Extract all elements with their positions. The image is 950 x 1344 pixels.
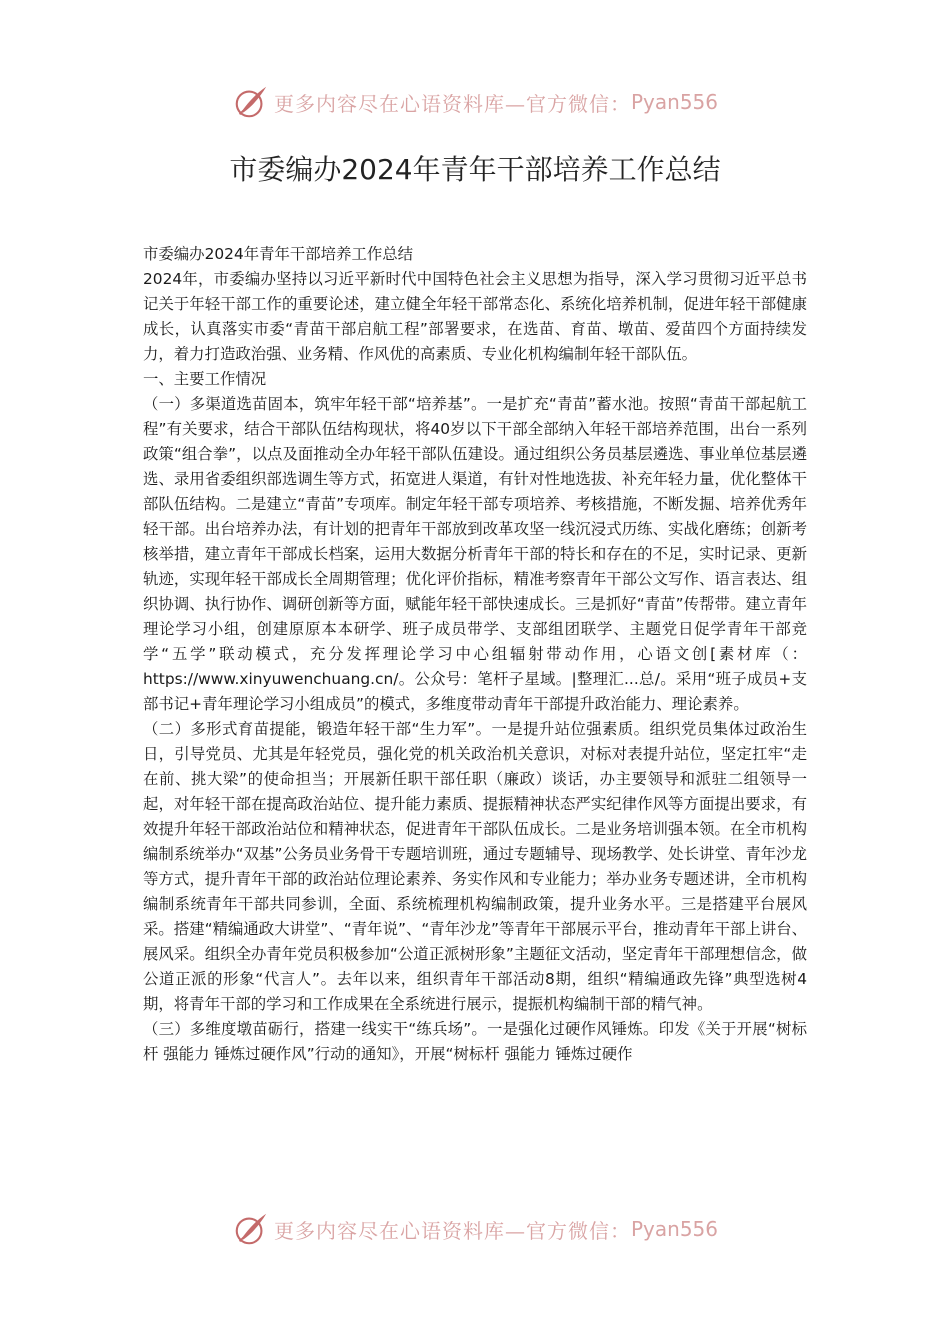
header-watermark-banner — [0, 82, 950, 122]
footer-watermark-banner — [0, 1209, 950, 1249]
watermark-text: 更多内容尽在心语资料库—官方微信： — [273, 91, 631, 116]
paragraph-section-2: （二）多形式育苗提能，锻造年轻干部“生力军”。一是提升站位强素质。组织党员集体过政治生日，引导党员、尤其是年轻党员，强化党的机关政治机关意识，对标对表提升站位，坚定扛牢“走在前、挑大梁”的使命担当；开展新任职干部任职（廉政）谈话，办主要领导和派驻二组领导一起，对年轻干部在提高政治站位、提升能力素质、提振精神状态严实纪律作风等方面提出要求，有效提升年轻干部政治站位和精神状态，促进青年干部队伍成长。二是业务培训强本领。在全市机构编制系统举办“双基”公务员业务骨干专题培训班，通过专题辅导、现场教学、处长讲堂、青年沙龙等方式，提升青年干部的政治站位理论素养、务实作风和专业能力；举办业务专题述讲，全市机构编制系统青年干部共同参训，全面、系统梳理机构编制政策，提升业务水平。三是搭建平台展风采。搭建“精编通政大讲堂”、“青年说”、“青年沙龙”等青年干部展示平台，推动青年干部上讲台、展风采。组织全办青年党员积极参加“公道正派树形象”主题征文活动，坚定青年干部理想信念，做公道正派的形象“代言人”。去年以来，组织青年干部活动8期，组织“精编通政先锋”典型选树4期，将青年干部的学习和工作成果在全系统进行展示，提振机构编制干部的精气神。 — [143, 720, 807, 1013]
quill-pen-icon — [232, 1210, 270, 1248]
document-title: 市委编办2024年青年干部培养工作总结 — [229, 153, 721, 186]
watermark-text: 更多内容尽在心语资料库—官方微信： — [273, 1218, 631, 1243]
paragraph-section-1: （一）多渠道选苗固本，筑牢年轻干部“培养基”。一是扩充“青苗”蓄水池。按照“青苗干部起航工程”有关要求，结合干部队伍结构现状，将40岁以下干部全部纳入年轻干部培养范围，出台一系列政策“组合拳”，以点及面推动全办年轻干部队伍建设。通过组织公务员基层遴选、事业单位基层遴选、录用省委组织部选调生等方式，拓宽进人渠道，有针对性地选拔、补充年轻力量，优化整体干部队伍结构。二是建立“青苗”专项库。制定年轻干部专项培养、考核措施，不断发掘、培养优秀年轻干部。出台培养办法，有计划的把青年干部放到改革攻坚一线沉浸式历练、实战化磨练；创新考核举措，建立青年干部成长档案，运用大数据分析青年干部的特长和存在的不足，实时记录、更新轨迹，实现年轻干部成长全周期管理；优化评价指标，精准考察青年干部公文写作、语言表达、组织协调、执行协作、调研创新等方面，赋能年轻干部快速成长。三是抓好“青苗”传帮带。建立青年理论学习小组，创建原原本本研学、班子成员带学、支部组团联学、主题党日促学青年干部竞学“五学”联动模式，充分发挥理论学习中心组辐射带动作用，心语文创[素材库（：https://www.xinyuwenchuang.cn/。公众号：笔杆子星域。|整理汇...总/。采用“班子成员+支部书记+青年理论学习小组成员”的模式，多维度带动青年干部提升政治能力、理论素养。 — [143, 395, 807, 713]
paragraph-section-3: （三）多维度墩苗砺行，搭建一线实干“练兵场”。一是强化过硬作风锤炼。印发《关于开展“树标杆 强能力 锤炼过硬作风”行动的通知》，开展“树标杆 强能力 锤炼过硬作 — [143, 1020, 807, 1063]
quill-pen-icon — [232, 83, 270, 121]
document-body — [143, 242, 807, 1067]
watermark-handle: Pyan556 — [630, 90, 718, 114]
watermark-handle: Pyan556 — [630, 1217, 718, 1241]
section-heading: 一、主要工作情况 — [143, 370, 267, 388]
paragraph-intro: 2024年，市委编办坚持以习近平新时代中国特色社会主义思想为指导，深入学习贯彻习近平总书记关于年轻干部工作的重要论述，建立健全年轻干部常态化、系统化培养机制，促进年轻干部健康成长，认真落实市委“青苗干部启航工程”部署要求，在选苗、育苗、墩苗、爱苗四个方面持续发力，着力打造政治强、业务精、作风优的高素质、专业化机构编制年轻干部队伍。 — [143, 270, 807, 363]
body-heading: 市委编办2024年青年干部培养工作总结 — [143, 245, 414, 263]
